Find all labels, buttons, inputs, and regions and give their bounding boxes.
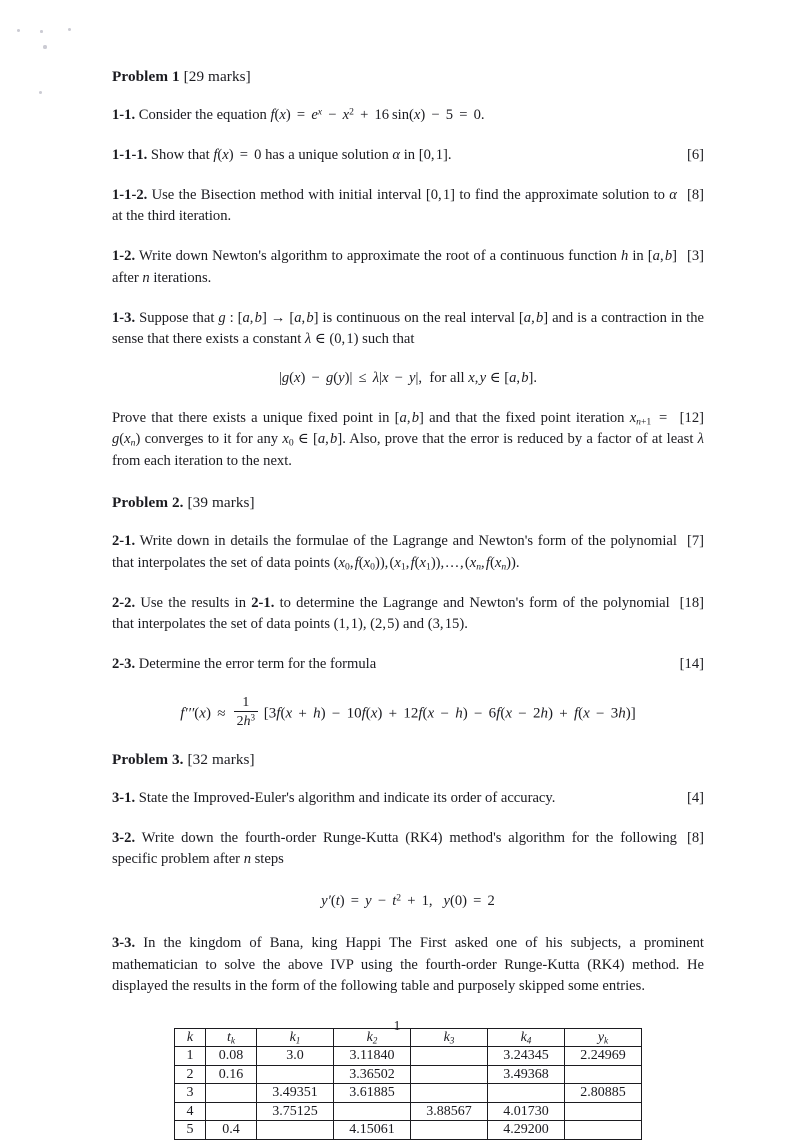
item-2-3: [14] 2-3. Determine the error term for the formula [112, 654, 704, 675]
table-row [175, 1102, 642, 1121]
col-header-k3: $k_3$ [411, 1028, 488, 1047]
cell-k: 3 [175, 1084, 206, 1103]
cell-yk: 2.24969 [565, 1047, 642, 1066]
rk4-table-container [112, 1028, 704, 1140]
cell-k1 [257, 1121, 334, 1140]
cell-tk: 0.4 [206, 1121, 257, 1140]
col-header-k4: $k_4$ [488, 1028, 565, 1047]
item-1-1-2-label: 1-1-2. [112, 186, 148, 203]
item-1-1-2: [8] 1-1-2. Use the Bisection method with initial interval [0, 1] to find the approximate solution to α at the third iteration. [112, 186, 704, 225]
item-3-1-label: 3-1. [112, 789, 136, 806]
ivp-equation: $y'(t) = y - t^2 + 1$, y(0) = 2 [321, 891, 495, 909]
problem-3-marks: [32 marks] [187, 750, 255, 768]
item-1-1-2-mark: [8] [686, 186, 704, 203]
problem-2-title: Problem 2. [112, 494, 184, 512]
table-row [175, 1065, 642, 1084]
item-1-1-label: 1-1. [112, 107, 136, 123]
cell-k4: 3.24345 [488, 1047, 565, 1066]
cell-tk: 0.16 [206, 1065, 257, 1084]
cell-k3: 3.88567 [411, 1102, 488, 1121]
col-header-tk: $t_k$ [206, 1028, 257, 1047]
cell-k4: 3.49368 [488, 1065, 565, 1084]
cell-k1: 3.0 [257, 1047, 334, 1066]
problem-1-marks: [29 marks] [183, 68, 251, 85]
item-1-2-mark: [3] [686, 248, 704, 265]
cell-k: 4 [175, 1102, 206, 1121]
cell-k: 2 [175, 1065, 206, 1084]
cell-yk [565, 1121, 642, 1140]
item-2-3-mark: [14] [679, 655, 704, 672]
scan-speckle [40, 30, 43, 33]
cell-k3 [411, 1047, 488, 1066]
cell-yk [565, 1102, 642, 1121]
scan-speckle [39, 91, 42, 94]
item-2-2-label: 2-2. [112, 594, 136, 611]
item-1-2: [3] 1-2. Write down Newton's algorithm to approximate the root of a continuous function h in [a, b] after n iterations. [112, 248, 704, 286]
item-1-1-1-label: 1-1-1. [112, 146, 148, 163]
problem-3-heading [112, 751, 704, 769]
table-row [175, 1121, 642, 1140]
item-1-3-label: 1-3. [112, 309, 136, 326]
item-2-2-mark: [18] [679, 594, 704, 611]
page-number: 1 [393, 1018, 401, 1033]
item-2-2-reference: 2-1. [251, 594, 275, 611]
problem-3-title: Problem 3. [112, 750, 184, 768]
contraction-inequality: |g(x) − g(y)| ≤ λ|x − y|, for all x, y ∈ [a, b]. [278, 369, 538, 386]
cell-k2 [334, 1102, 411, 1121]
item-2-2: [18] 2-2. Use the results in 2-1. to determine the Lagrange and Newton's form of the polynomial that interpolates the set of data points (1, 1), (2, 5) and (3, 15). [112, 594, 704, 633]
scan-speckle [43, 45, 47, 49]
cell-k1: 3.75125 [257, 1102, 334, 1121]
cell-k1 [257, 1065, 334, 1084]
item-3-2-label: 3-2. [112, 829, 136, 846]
problem-1-title: Problem 1 [112, 68, 180, 85]
item-2-3-label: 2-3. [112, 655, 136, 672]
item-3-2: [8] 3-2. Write down the fourth-order Runge-Kutta (RK4) method's algorithm for the following specific problem after n steps [112, 829, 704, 868]
rk4-results-table [174, 1028, 642, 1140]
col-header-k2: $k_2$ [334, 1028, 411, 1047]
item-1-1-1-mark: [6] [686, 146, 704, 163]
cell-k2: 3.61885 [334, 1084, 411, 1103]
table-row [175, 1047, 642, 1066]
item-3-1: [4] 3-1. State the Improved-Euler's algorithm and indicate its order of accuracy. [112, 788, 704, 809]
cell-k1: 3.49351 [257, 1084, 334, 1103]
cell-tk: 0.08 [206, 1047, 257, 1066]
cell-tk [206, 1102, 257, 1121]
third-derivative-formula: f′′′(x) ≈ $\frac{1}{2h^3}$ [3f(x + h) − 10f(x) + 12f(x − h) − 6f(x − 2h) + f(x − 3h)] [180, 694, 636, 729]
col-header-k: k [175, 1028, 206, 1047]
cell-k4 [488, 1084, 565, 1103]
cell-k3 [411, 1065, 488, 1084]
formula-fraction: $\frac{1}{2h^3}$ [234, 695, 258, 728]
table-row [175, 1084, 642, 1103]
cell-k4: 4.29200 [488, 1121, 565, 1140]
item-1-3: 1-3. Suppose that g : [a, b] → [a, b] is continuous on the real interval [a, b] and is a contraction in the sense that there exists a constant λ ∈ (0, 1) such that [112, 309, 704, 348]
cell-k2: 4.15061 [334, 1121, 411, 1140]
col-header-k1: $k_1$ [257, 1028, 334, 1047]
item-2-1-mark: [7] [686, 533, 704, 550]
cell-yk [565, 1065, 642, 1084]
cell-k3 [411, 1084, 488, 1103]
cell-yk: 2.80885 [565, 1084, 642, 1103]
problem-2-heading [112, 494, 704, 512]
scan-speckle [17, 29, 20, 32]
item-3-3: 3-3. In the kingdom of Bana, king Happi The First asked one of his subjects, a prominent mathematician to solve the above IVP using the fourth-order Runge-Kutta (RK4) method. He displayed the results in the form of the following table and purposely skipped some entries. [112, 935, 704, 995]
cell-k: 5 [175, 1121, 206, 1140]
item-1-1-1: [6] 1-1-1. Show that f(x) = 0 has a unique solution α in [0, 1]. [112, 145, 704, 166]
cell-k4: 4.01730 [488, 1102, 565, 1121]
item-2-1-label: 2-1. [112, 533, 136, 550]
item-1-3-mark: [12] [679, 409, 704, 426]
problem-2-marks: [39 marks] [187, 494, 255, 512]
cell-k: 1 [175, 1047, 206, 1066]
cell-k2: 3.11840 [334, 1047, 411, 1066]
cell-k3 [411, 1121, 488, 1140]
item-2-1: [7] 2-1. Write down in details the formulae of the Lagrange and Newton's form of the polynomial that interpolates the set of data points ($x_0$, $f(x_0)$), ($x_1$, $f(x_1)$), . . . , ($x_n$, $f(x_n)$). [112, 533, 704, 573]
item-1-2-label: 1-2. [112, 248, 136, 265]
scan-speckle [68, 28, 71, 31]
item-3-1-mark: [4] [686, 789, 704, 806]
item-1-1: 1-1. Consider the equation $f(x) = e^x - x^2 + 16$ sin(x) − 5 = 0. [112, 106, 485, 123]
item-3-2-mark: [8] [686, 829, 704, 846]
cell-tk [206, 1084, 257, 1103]
page-content [112, 68, 704, 1140]
col-header-yk: $y_k$ [565, 1028, 642, 1047]
item-3-3-label: 3-3. [112, 935, 136, 952]
problem-1-heading [112, 68, 704, 86]
cell-k2: 3.36502 [334, 1065, 411, 1084]
item-1-3-continued: [12] Prove that there exists a unique fixed point in [a, b] and that the fixed point iteration $x_{n+1} = g(x_n)$ converges to it for any $x_0$ ∈ [a, b]. Also, prove that the error is reduced by a factor of at least λ from each iteration to the next. [112, 409, 704, 469]
